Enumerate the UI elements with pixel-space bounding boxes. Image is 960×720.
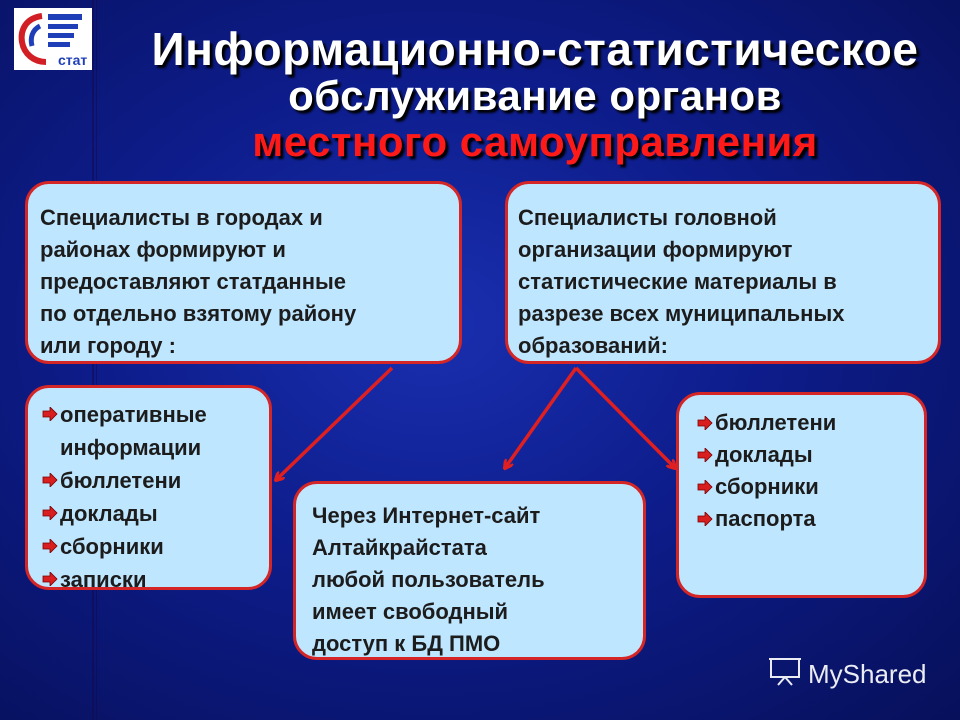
logo-text: стат (58, 52, 88, 68)
left-products-box (25, 385, 272, 590)
city-specialists-text: Специалисты в городах и районах формируют и предоставляют статданные по отдельно взятому району или городу : (40, 205, 357, 358)
list-item (42, 530, 263, 563)
title-line-2: обслуживание органов (288, 72, 782, 119)
list-item-label: сборники (715, 474, 819, 499)
arrow-bullet-icon (697, 416, 713, 430)
presentation-icon (768, 656, 802, 693)
watermark (768, 656, 927, 693)
list-item (42, 398, 263, 464)
right-products-box (676, 392, 927, 598)
list-item-label: оперативные информации (60, 402, 207, 460)
title-line-3: местного самоуправления (252, 118, 818, 165)
internet-access-text: Через Интернет-сайт Алтайкрайстата любой пользователь имеет свободный доступ к БД ПМО (312, 503, 545, 656)
internet-access-box (293, 481, 646, 660)
list-item-label: записки (60, 567, 147, 592)
arrow-bullet-icon (42, 572, 58, 586)
list-item (42, 464, 263, 497)
arrow-to-internet-box (505, 368, 576, 468)
list-item-label: сборники (60, 534, 164, 559)
list-item (42, 563, 263, 596)
title-line-1: Информационно-статистическое (151, 23, 919, 75)
left-products-list (42, 398, 263, 596)
list-item-label: паспорта (715, 506, 816, 531)
right-products-list (697, 407, 916, 535)
arrow-bullet-icon (697, 480, 713, 494)
arrow-bullet-icon (42, 473, 58, 487)
list-item-label: доклады (715, 442, 813, 467)
arrow-to-left-list (276, 368, 392, 480)
head-specialists-text: Специалисты головной организации формируют статистические материалы в разрезе всех муниципальных образований: (518, 205, 845, 358)
city-specialists-box (25, 181, 462, 364)
arrow-bullet-icon (42, 407, 58, 421)
list-item (697, 503, 916, 535)
arrow-bullet-icon (42, 506, 58, 520)
list-item (697, 439, 916, 471)
arrow-to-right-list (576, 368, 675, 468)
list-item-label: бюллетени (60, 468, 182, 493)
list-item (697, 471, 916, 503)
arrow-bullet-icon (697, 512, 713, 526)
list-item (42, 497, 263, 530)
watermark-text: MyShared (808, 659, 927, 689)
arrow-bullet-icon (697, 448, 713, 462)
list-item-label: доклады (60, 501, 158, 526)
list-item (697, 407, 916, 439)
list-item-label: бюллетени (715, 410, 837, 435)
arrow-bullet-icon (42, 539, 58, 553)
head-specialists-box (505, 181, 941, 364)
